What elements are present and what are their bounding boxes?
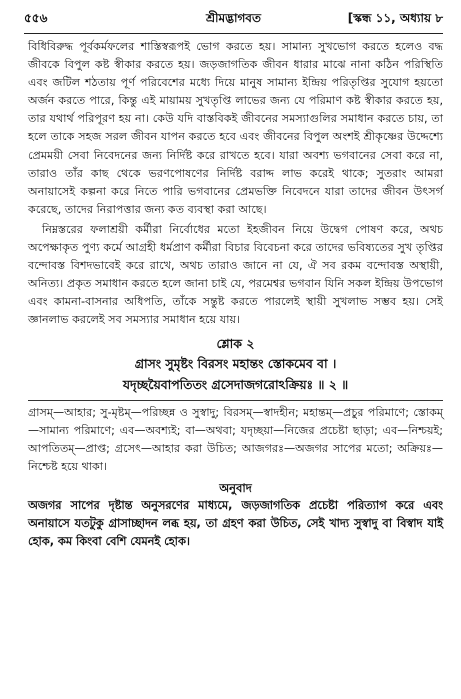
book-title: শ্রীমদ্ভাগবত [205, 11, 261, 25]
verse-line-2: যদৃচ্ছয়ৈবাপতিতং গ্রসেদাজগরোঽক্রিয়ঃ ॥ ২ ॥ [122, 376, 349, 392]
verse-line-1: গ্রাসং সুমৃষ্টং বিরসং মহান্তং স্তোকমেব বা । [134, 355, 337, 371]
header-rule [24, 33, 443, 34]
verse-divider [28, 400, 443, 401]
purport-paragraph-2: নিম্নস্তরের ফলাশ্রয়ী কর্মীরা নির্বোধের মতো ইহজীবন নিয়ে উদ্বেগ পোষণ করে, অথচ অপেক্ষাকৃত পুণ্য কর্মে আগ্রহী ধর্মপ্রাণ কর্মীরা বিচার বিবেচনা করে তাদের ভবিষ্যতের সুখ তৃপ্তির বন্দোবস্ত বিশদভাবেই করে রাখে, অথচ তারাও জানে না যে, ঐ সব রকম বন্দোবস্ত অস্থায়ী, অনিত্য। প্রকৃত সমাধান করতে হলে জানা চাই যে, পরমেশ্বর ভগবান যিনি সকল ইন্দ্রিয় উপভোগ এবং কামনা-বাসনার অধিপতি, তাঁকে সন্তুষ্ট করতে পারলেই স্থায়ী সুখলাভ সম্ভব হয়। সেই জ্ঞানলাভ করলেই সব সমস্যার সমাধান হয়ে যায়। [28, 222, 443, 327]
translation-text: অজগর সাপের দৃষ্টান্ত অনুসরণের মাধ্যমে, জড়জাগতিক প্রচেষ্টা পরিত্যাগ করে এবং অনায়াসে যতটুকু গ্রাসাচ্ছাদন লব্ধ হয়, তা গ্রহণ করা উচিত, সেই খাদ্য সুস্বাদু বা বিস্বাদ যাই হোক, কম কিংবা বেশি যেমনই হোক। [28, 498, 443, 549]
word-for-word-synonyms: গ্রাসম্—আহার; সু-মৃষ্টম্—পরিচ্ছন্ন ও সুস্বাদু; বিরসম্—স্বাদহীন; মহান্তম্—প্রচুর পরিমাণে; স্তোকম্—সামান্য পরিমাণে; এব—অবশ্যই; বা—অথবা; যদৃচ্ছয়া—নিজের প্রচেষ্টা ছাড়া; এব—নিশ্চয়ই; আপতিতম্—প্রাপ্ত; গ্রসেৎ—আহার করা উচিত; আজগরঃ—অজগর সাপের মতো; অক্রিয়ঃ—নিশ্চেষ্ট হয়ে থাকা। [28, 405, 443, 474]
page-header [24, 10, 443, 30]
page-body [28, 38, 443, 552]
purport-paragraph-1: বিধিবিরুদ্ধ পূর্বকর্মফলের শাস্তিস্বরূপই ভোগ করতে হয়। সামান্য সুখভোগ করতে হলেও বদ্ধ জীবকে বিপুল কষ্ট স্বীকার করতে হয়। জড়জাগতিক জীবন ধারার মাঝে নানা কঠিন পরিস্থিতি এবং জটিল শঠতায় পূর্ণ পরিবেশের মধ্যে দিয়ে মানুষ সামান্য ইন্দ্রিয় পরিতৃপ্তির সুযোগ হয়তো অর্জন করতে পারে, কিন্তু এই মায়াময় সুখতৃপ্তি লাভের জন্য যে পরিমাণ কষ্ট স্বীকার করতে হয়, তার যথার্থ পরিপূরণ হয় না। কেউ যদি বাস্তবিকই জীবনের সমস্যাগুলির সমাধান করতে চায়, তা হলে তাকে সহজ সরল জীবন যাপন করতে হবে এবং জীবনের বিপুল অংশই শ্রীকৃষ্ণের উদ্দেশ্যে প্রেমময়ী সেবা নিবেদনের জন্য নির্দিষ্ট করে রাখতে হবে। যারা অবশ্য ভগবানের সেবা করে না, তারাও তাঁর কাছ থেকে ভরণপোষণের নির্দিষ্ট বরাদ্দ লাভ করেই থাকে; সুতরাং আমরা অনায়াসেই কল্পনা করে নিতে পারি ভগবানের প্রেমভক্তি নিবেদনে যারা তাদের জীবন উৎসর্গ করেছে, তাদের নিরাপত্তার জন্য কত ব্যবস্থা করা আছে। [28, 40, 443, 216]
page-number: ৫৫৬ [24, 11, 48, 25]
chapter-reference: [স্কন্ধ ১১, অধ্যায় ৮ [347, 11, 443, 25]
translation-label: অনুবাদ [219, 480, 252, 495]
verse-label: শ্লোক ২ [216, 335, 255, 351]
